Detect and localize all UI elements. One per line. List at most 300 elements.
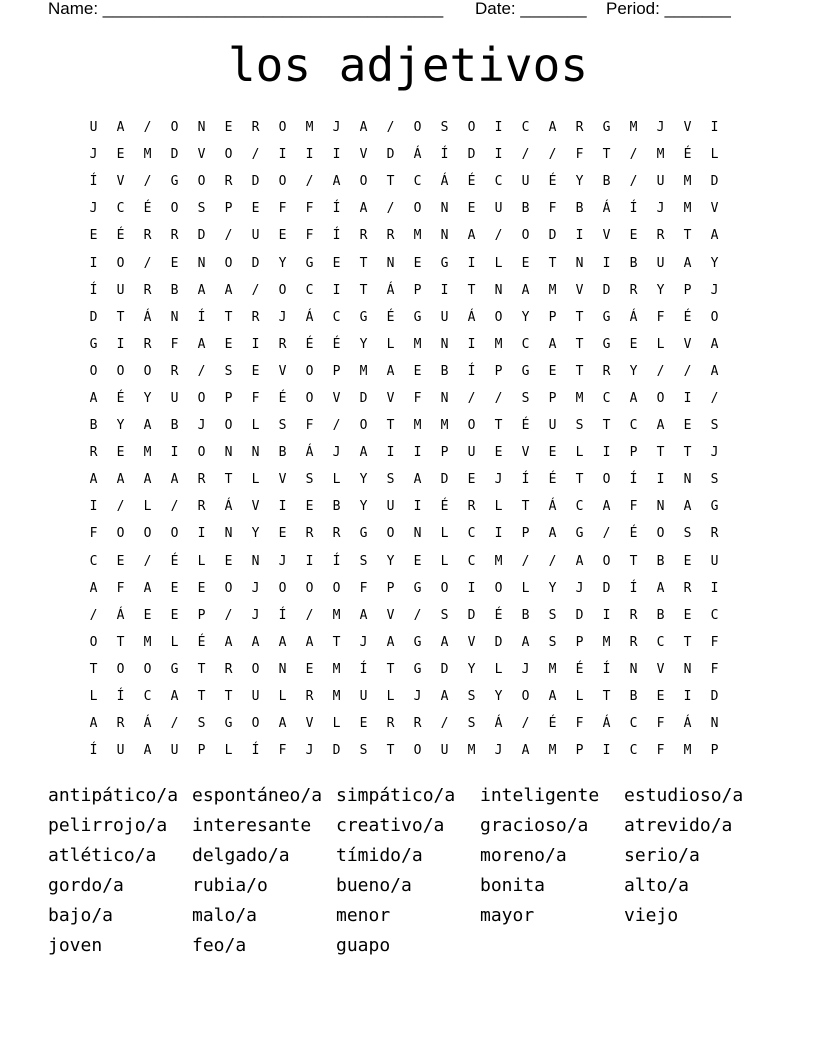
word-bank-item: gordo/a	[48, 875, 124, 897]
grid-letter: Y	[521, 309, 530, 325]
word-bank-item: gracioso/a	[480, 815, 589, 837]
grid-letter: S	[521, 390, 530, 406]
grid-letter: T	[224, 472, 233, 488]
grid-letter: É	[116, 390, 125, 406]
grid-letter: Í	[629, 472, 638, 488]
grid-letter: E	[683, 418, 692, 434]
grid-letter: G	[602, 309, 611, 325]
grid-letter: J	[332, 445, 341, 461]
grid-letter: Í	[251, 743, 260, 759]
grid-letter: /	[386, 120, 395, 136]
grid-letter: E	[494, 445, 503, 461]
word-bank-item: viejo	[624, 905, 679, 926]
grid-letter: A	[359, 120, 368, 136]
grid-letter: G	[413, 661, 422, 677]
word-bank	[48, 781, 768, 960]
grid-letter: /	[683, 363, 692, 379]
grid-letter: P	[548, 390, 557, 406]
grid-letter: L	[143, 499, 152, 515]
word-search-grid	[80, 114, 740, 764]
grid-letter: O	[305, 363, 314, 379]
grid-letter: D	[710, 174, 719, 190]
grid-letter: /	[251, 147, 260, 163]
grid-letter: R	[386, 228, 395, 244]
grid-letter: L	[170, 634, 179, 650]
grid-letter: G	[305, 255, 314, 271]
grid-letter: Y	[548, 580, 557, 596]
grid-letter: D	[251, 255, 260, 271]
grid-letter: R	[116, 716, 125, 732]
grid-letter: N	[197, 255, 206, 271]
grid-letter: F	[251, 390, 260, 406]
grid-letter: P	[197, 607, 206, 623]
word-bank-item: tímido/a	[336, 845, 423, 867]
grid-letter: Á	[143, 309, 152, 325]
grid-letter: C	[467, 526, 476, 542]
grid-letter: A	[440, 689, 449, 705]
grid-letter: S	[683, 526, 692, 542]
grid-letter: R	[467, 499, 476, 515]
grid-letter: C	[602, 390, 611, 406]
grid-letter: E	[332, 255, 341, 271]
grid-letter: A	[359, 607, 368, 623]
grid-letter: A	[548, 120, 557, 136]
grid-letter: O	[521, 228, 530, 244]
word-bank-item: alto/a	[624, 875, 690, 897]
grid-letter: A	[359, 445, 368, 461]
grid-letter: F	[575, 147, 584, 163]
grid-letter: A	[521, 743, 530, 759]
grid-letter: M	[548, 661, 557, 677]
grid-letter: S	[386, 472, 395, 488]
grid-letter: A	[710, 228, 719, 244]
word-bank-item: simpático/a	[336, 785, 456, 807]
grid-letter: J	[656, 201, 665, 217]
word-bank-item: rubia/o	[192, 875, 268, 897]
grid-letter: E	[251, 363, 260, 379]
word-bank-item: guapo	[336, 934, 391, 956]
grid-letter: B	[629, 255, 638, 271]
grid-letter: U	[440, 743, 449, 759]
grid-letter: D	[170, 147, 179, 163]
grid-letter: G	[359, 526, 368, 542]
grid-letter: E	[170, 607, 179, 623]
grid-letter: P	[575, 743, 584, 759]
grid-letter: T	[521, 499, 530, 515]
grid-letter: E	[629, 228, 638, 244]
grid-letter: E	[359, 716, 368, 732]
grid-letter: S	[710, 472, 719, 488]
grid-letter: B	[602, 174, 611, 190]
grid-letter: G	[440, 255, 449, 271]
grid-letter: E	[197, 580, 206, 596]
grid-letter: R	[143, 228, 152, 244]
grid-letter: T	[602, 147, 611, 163]
grid-letter: M	[143, 147, 152, 163]
grid-letter: T	[89, 661, 98, 677]
grid-letter: E	[548, 363, 557, 379]
grid-letter: Í	[89, 743, 98, 759]
grid-letter: Y	[278, 255, 287, 271]
grid-letter: U	[494, 201, 503, 217]
grid-letter: V	[656, 661, 665, 677]
grid-letter: F	[305, 201, 314, 217]
grid-letter: N	[251, 445, 260, 461]
grid-letter: R	[413, 716, 422, 732]
grid-letter: V	[305, 716, 314, 732]
grid-letter: M	[413, 336, 422, 352]
grid-letter: O	[413, 201, 422, 217]
grid-letter: É	[332, 336, 341, 352]
grid-letter: C	[143, 689, 152, 705]
grid-letter: É	[197, 634, 206, 650]
grid-letter: É	[629, 526, 638, 542]
grid-letter: A	[629, 390, 638, 406]
grid-letter: Y	[116, 418, 125, 434]
grid-letter: I	[89, 255, 98, 271]
grid-row	[80, 629, 740, 656]
grid-letter: T	[332, 634, 341, 650]
word-bank-item: atlético/a	[48, 845, 157, 867]
grid-letter: B	[629, 689, 638, 705]
grid-letter: R	[224, 661, 233, 677]
grid-letter: L	[710, 147, 719, 163]
grid-letter: R	[224, 174, 233, 190]
grid-letter: V	[197, 147, 206, 163]
grid-letter: N	[710, 716, 719, 732]
grid-letter: B	[440, 363, 449, 379]
grid-letter: D	[386, 147, 395, 163]
grid-letter: /	[386, 201, 395, 217]
grid-letter: O	[224, 418, 233, 434]
grid-letter: F	[278, 201, 287, 217]
word-bank-item: bajo/a	[48, 905, 114, 926]
grid-letter: /	[413, 607, 422, 623]
grid-letter: Á	[602, 201, 611, 217]
grid-letter: V	[521, 445, 530, 461]
grid-letter: T	[683, 634, 692, 650]
grid-letter: /	[602, 526, 611, 542]
grid-letter: Í	[278, 607, 287, 623]
grid-letter: L	[575, 689, 584, 705]
word-bank-item: atrevido/a	[624, 815, 733, 837]
grid-letter: I	[494, 120, 503, 136]
grid-letter: U	[440, 309, 449, 325]
grid-letter: T	[494, 418, 503, 434]
grid-letter: /	[89, 607, 98, 623]
grid-letter: N	[629, 661, 638, 677]
grid-letter: F	[170, 336, 179, 352]
grid-letter: D	[467, 607, 476, 623]
page-title: los adjetivos	[227, 38, 589, 92]
grid-letter: C	[521, 336, 530, 352]
grid-letter: F	[629, 499, 638, 515]
grid-letter: S	[197, 716, 206, 732]
grid-letter: A	[224, 282, 233, 298]
grid-letter: /	[143, 255, 152, 271]
grid-letter: É	[170, 553, 179, 569]
grid-letter: A	[548, 336, 557, 352]
grid-letter: P	[224, 201, 233, 217]
grid-letter: C	[629, 418, 638, 434]
grid-letter: I	[710, 580, 719, 596]
grid-letter: A	[413, 472, 422, 488]
grid-letter: C	[629, 716, 638, 732]
grid-letter: A	[710, 363, 719, 379]
grid-letter: E	[224, 120, 233, 136]
grid-letter: N	[170, 309, 179, 325]
grid-letter: E	[224, 553, 233, 569]
grid-letter: Í	[197, 309, 206, 325]
grid-letter: J	[359, 634, 368, 650]
grid-letter: S	[467, 716, 476, 732]
grid-letter: S	[224, 363, 233, 379]
grid-letter: O	[116, 661, 125, 677]
grid-letter: M	[629, 120, 638, 136]
grid-letter: B	[170, 418, 179, 434]
grid-letter: V	[359, 147, 368, 163]
grid-letter: U	[251, 228, 260, 244]
grid-letter: E	[170, 255, 179, 271]
grid-letter: C	[521, 120, 530, 136]
grid-letter: E	[278, 526, 287, 542]
grid-letter: N	[440, 390, 449, 406]
grid-letter: V	[116, 174, 125, 190]
grid-letter: O	[143, 526, 152, 542]
grid-letter: O	[305, 580, 314, 596]
grid-letter: O	[332, 580, 341, 596]
grid-letter: Á	[440, 174, 449, 190]
grid-letter: É	[683, 147, 692, 163]
grid-letter: J	[656, 120, 665, 136]
grid-letter: R	[359, 228, 368, 244]
grid-letter: I	[170, 445, 179, 461]
grid-letter: L	[197, 553, 206, 569]
grid-letter: I	[683, 390, 692, 406]
grid-letter: I	[413, 445, 422, 461]
grid-letter: A	[332, 174, 341, 190]
grid-letter: E	[305, 499, 314, 515]
worksheet-header	[48, 0, 768, 20]
grid-letter: É	[575, 661, 584, 677]
grid-letter: I	[602, 445, 611, 461]
grid-letter: A	[548, 689, 557, 705]
grid-letter: N	[278, 661, 287, 677]
grid-letter: A	[386, 634, 395, 650]
grid-letter: E	[224, 336, 233, 352]
grid-letter: A	[197, 336, 206, 352]
grid-letter: M	[332, 607, 341, 623]
grid-letter: V	[386, 390, 395, 406]
grid-letter: D	[332, 743, 341, 759]
grid-letter: T	[575, 336, 584, 352]
grid-letter: V	[386, 607, 395, 623]
grid-letter: I	[332, 147, 341, 163]
word-bank-item: espontáneo/a	[192, 785, 323, 807]
grid-letter: T	[656, 445, 665, 461]
grid-letter: U	[170, 390, 179, 406]
grid-letter: C	[575, 499, 584, 515]
grid-letter: O	[224, 580, 233, 596]
grid-letter: Í	[602, 661, 611, 677]
grid-letter: I	[116, 336, 125, 352]
grid-letter: C	[494, 174, 503, 190]
grid-letter: A	[359, 201, 368, 217]
grid-letter: A	[116, 472, 125, 488]
grid-letter: É	[683, 309, 692, 325]
grid-letter: F	[710, 661, 719, 677]
grid-letter: G	[170, 661, 179, 677]
grid-letter: P	[197, 743, 206, 759]
grid-letter: D	[251, 174, 260, 190]
grid-row	[80, 385, 740, 412]
grid-letter: A	[143, 743, 152, 759]
grid-letter: D	[602, 580, 611, 596]
grid-letter: P	[521, 526, 530, 542]
grid-letter: O	[224, 147, 233, 163]
grid-letter: S	[575, 418, 584, 434]
grid-letter: Á	[413, 147, 422, 163]
grid-letter: N	[440, 228, 449, 244]
grid-letter: M	[305, 120, 314, 136]
grid-letter: F	[548, 201, 557, 217]
grid-letter: /	[494, 390, 503, 406]
grid-letter: Í	[521, 472, 530, 488]
grid-letter: O	[251, 716, 260, 732]
grid-letter: /	[521, 553, 530, 569]
grid-letter: A	[575, 553, 584, 569]
grid-letter: /	[224, 228, 233, 244]
grid-letter: L	[575, 445, 584, 461]
grid-letter: G	[521, 363, 530, 379]
grid-letter: E	[629, 336, 638, 352]
grid-letter: R	[602, 363, 611, 379]
grid-letter: E	[413, 363, 422, 379]
grid-letter: O	[170, 526, 179, 542]
grid-letter: M	[413, 418, 422, 434]
grid-row	[80, 331, 740, 358]
grid-letter: F	[710, 634, 719, 650]
grid-letter: J	[197, 418, 206, 434]
grid-letter: R	[629, 282, 638, 298]
grid-letter: L	[494, 661, 503, 677]
grid-letter: O	[224, 255, 233, 271]
grid-letter: V	[710, 201, 719, 217]
grid-letter: A	[521, 634, 530, 650]
word-bank-item: malo/a	[192, 905, 258, 926]
grid-letter: M	[332, 661, 341, 677]
grid-letter: O	[386, 526, 395, 542]
grid-letter: /	[548, 553, 557, 569]
grid-letter: /	[170, 716, 179, 732]
grid-letter: N	[575, 255, 584, 271]
grid-letter: /	[521, 716, 530, 732]
grid-letter: F	[89, 526, 98, 542]
grid-letter: A	[278, 716, 287, 732]
grid-row	[80, 195, 740, 222]
grid-letter: P	[332, 363, 341, 379]
grid-letter: I	[197, 526, 206, 542]
grid-letter: O	[413, 120, 422, 136]
grid-letter: Á	[305, 445, 314, 461]
grid-letter: N	[413, 526, 422, 542]
grid-letter: R	[629, 634, 638, 650]
grid-letter: G	[413, 309, 422, 325]
grid-letter: /	[251, 282, 260, 298]
word-bank-item: menor	[336, 905, 391, 926]
grid-letter: L	[440, 526, 449, 542]
grid-letter: A	[656, 580, 665, 596]
grid-letter: O	[143, 363, 152, 379]
grid-letter: L	[332, 472, 341, 488]
grid-letter: S	[710, 418, 719, 434]
grid-letter: G	[575, 526, 584, 542]
grid-letter: O	[278, 174, 287, 190]
grid-letter: M	[548, 282, 557, 298]
grid-letter: O	[116, 526, 125, 542]
grid-letter: A	[224, 634, 233, 650]
grid-letter: V	[467, 634, 476, 650]
grid-letter: U	[710, 553, 719, 569]
date-field: Date: _______	[475, 0, 587, 18]
grid-letter: B	[278, 445, 287, 461]
grid-letter: L	[440, 553, 449, 569]
grid-letter: É	[440, 499, 449, 515]
grid-letter: T	[386, 418, 395, 434]
grid-letter: R	[575, 120, 584, 136]
grid-letter: J	[494, 472, 503, 488]
grid-letter: G	[170, 174, 179, 190]
grid-letter: O	[494, 580, 503, 596]
grid-letter: R	[683, 580, 692, 596]
grid-letter: J	[710, 445, 719, 461]
grid-letter: R	[197, 499, 206, 515]
grid-letter: V	[278, 363, 287, 379]
grid-letter: Á	[224, 499, 233, 515]
grid-letter: A	[683, 499, 692, 515]
grid-letter: E	[143, 607, 152, 623]
grid-letter: M	[494, 336, 503, 352]
grid-letter: S	[305, 472, 314, 488]
grid-letter: O	[467, 418, 476, 434]
grid-letter: L	[521, 580, 530, 596]
grid-row	[80, 493, 740, 520]
grid-letter: S	[197, 201, 206, 217]
grid-letter: U	[116, 743, 125, 759]
grid-letter: R	[143, 336, 152, 352]
grid-letter: D	[359, 390, 368, 406]
grid-letter: U	[359, 689, 368, 705]
grid-row	[80, 602, 740, 629]
grid-letter: A	[89, 390, 98, 406]
grid-letter: E	[278, 228, 287, 244]
grid-letter: A	[278, 634, 287, 650]
word-bank-item: pelirrojo/a	[48, 815, 168, 837]
grid-letter: T	[359, 282, 368, 298]
grid-letter: S	[359, 743, 368, 759]
grid-row	[80, 114, 740, 141]
grid-letter: L	[278, 689, 287, 705]
grid-letter: T	[575, 363, 584, 379]
word-bank-item: estudioso/a	[624, 785, 744, 807]
grid-letter: /	[170, 499, 179, 515]
grid-letter: D	[710, 689, 719, 705]
grid-letter: R	[332, 526, 341, 542]
grid-letter: A	[602, 499, 611, 515]
grid-row	[80, 656, 740, 683]
grid-letter: T	[359, 255, 368, 271]
grid-letter: A	[89, 580, 98, 596]
